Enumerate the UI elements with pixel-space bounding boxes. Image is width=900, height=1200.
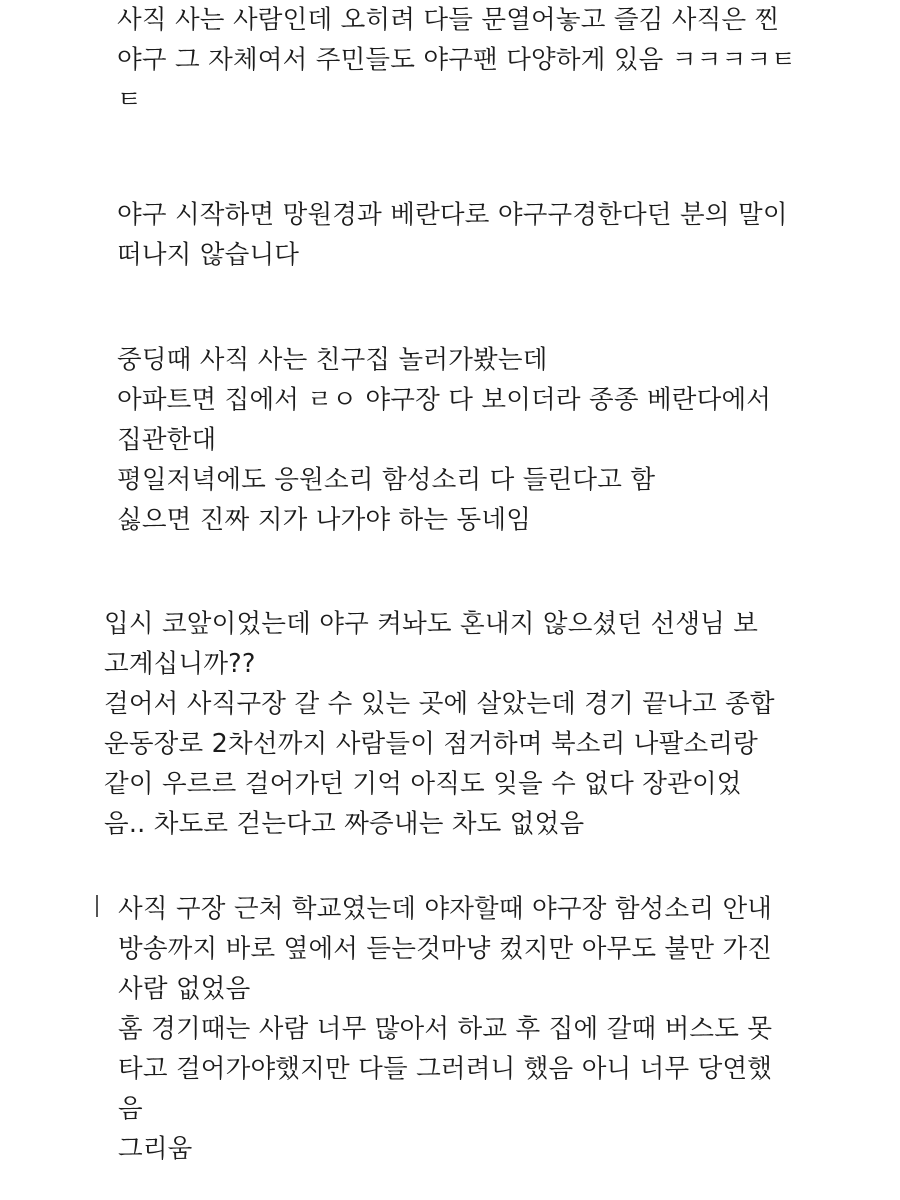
post-line: 평일저녁에도 응원소리 함성소리 다 들린다고 함 xyxy=(117,465,656,495)
post-line: 그리움 xyxy=(118,1134,193,1164)
post-2 xyxy=(117,195,788,275)
post-line: 집관한대 xyxy=(117,425,217,455)
post-line: 중딩때 사직 사는 친구집 놀러가봤는데 xyxy=(117,345,548,375)
post-line: 타고 걸어가야했지만 다들 그러려니 했음 아니 너무 당연했 xyxy=(118,1054,773,1084)
post-4 xyxy=(104,604,775,844)
post-1 xyxy=(117,0,796,120)
quote-bar xyxy=(96,895,98,917)
post-line: 음 xyxy=(118,1094,143,1124)
post-line: 야구 시작하면 망원경과 베란다로 야구구경한다던 분의 말이 xyxy=(117,200,788,230)
post-line: 고계십니까?? xyxy=(104,649,256,679)
post-line: ㅌ xyxy=(117,85,142,115)
post-line: 사직 구장 근처 학교였는데 야자할때 야구장 함성소리 안내 xyxy=(118,894,773,924)
post-line: 싫으면 진짜 지가 나가야 하는 동네임 xyxy=(117,505,532,535)
post-line: 홈 경기때는 사람 너무 많아서 하교 후 집에 갈때 버스도 못 xyxy=(118,1014,773,1044)
post-line: 걸어서 사직구장 갈 수 있는 곳에 살았는데 경기 끝나고 종합 xyxy=(104,689,775,719)
post-line: 같이 우르르 걸어가던 기억 아직도 잊을 수 없다 장관이었 xyxy=(104,769,742,799)
post-line: 운동장로 2차선까지 사람들이 점거하며 북소리 나팔소리랑 xyxy=(104,729,758,759)
post-line: 입시 코앞이었는데 야구 켜놔도 혼내지 않으셨던 선생님 보 xyxy=(104,609,759,639)
post-line: 사람 없었음 xyxy=(118,974,251,1004)
post-line: 아파트면 집에서 ㄹㅇ 야구장 다 보이더라 종종 베란다에서 xyxy=(117,385,772,415)
post-line: 사직 사는 사람인데 오히려 다들 문열어놓고 즐김 사직은 찐 xyxy=(117,5,780,35)
post-3 xyxy=(117,340,771,540)
post-line: 방송까지 바로 옆에서 듣는것마냥 컸지만 아무도 불만 가진 xyxy=(118,934,773,964)
post-5 xyxy=(118,889,772,1169)
post-line: 음.. 차도로 걷는다고 짜증내는 차도 없었음 xyxy=(104,809,585,839)
post-line: 야구 그 자체여서 주민들도 야구팬 다양하게 있음 ㅋㅋㅋㅋㅌ xyxy=(117,45,796,75)
post-line: 떠나지 않습니다 xyxy=(117,240,300,270)
